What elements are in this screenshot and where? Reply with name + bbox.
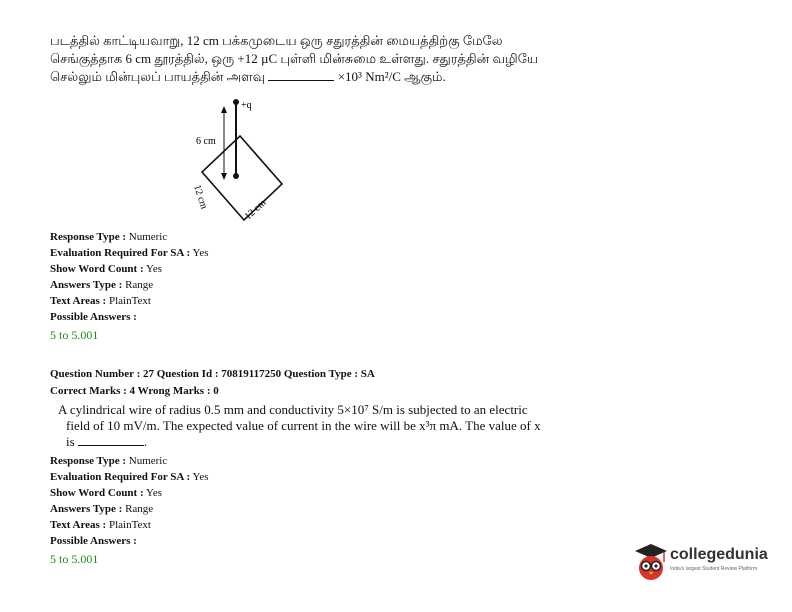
word-count-value: Yes — [145, 487, 162, 499]
text-areas-row — [50, 293, 209, 309]
word-count-row — [50, 485, 209, 501]
text-areas-label: Text Areas : — [50, 519, 107, 531]
answers-type-label: Answers Type : — [50, 503, 123, 515]
evaluation-label: Evaluation Required For SA : — [50, 471, 191, 483]
response-type-label: Response Type : — [50, 231, 126, 243]
logo-wordmark: collegedunia — [670, 546, 768, 563]
tamil-question-line-3-pre: செல்லும் மின்புலப் பாயத்தின் அளவு — [50, 69, 266, 84]
question-27-header — [50, 366, 375, 400]
collegedunia-logo — [634, 540, 774, 586]
text-areas-value: PlainText — [108, 519, 151, 531]
possible-answers-value: 5 to 5.001 — [50, 552, 99, 566]
square-center-point — [233, 173, 239, 179]
question-27-line-3-text: is — [66, 434, 75, 449]
height-label: 6 cm — [196, 136, 216, 147]
tamil-question-line-1: படத்தில் காட்டியவாறு, 12 cm பக்கமுடைய ஒரு சதுரத்தின் மையத்திற்கு மேலே — [50, 33, 503, 48]
square-outline — [202, 136, 282, 223]
response-type-row — [50, 453, 209, 469]
evaluation-value: Yes — [192, 247, 209, 259]
tamil-question-line-2: செங்குத்தாக 6 cm தூரத்தில், ஒரு +12 µC புள்ளி மின்சுமை உள்ளது. சதுரத்தின் வழியே — [50, 51, 539, 66]
answer-blank — [268, 70, 334, 81]
charge-label: +q — [241, 100, 252, 111]
text-areas-label: Text Areas : — [50, 295, 107, 307]
tamil-question-line-3-post: ×10³ Nm²/C ஆகும். — [337, 69, 446, 84]
word-count-label: Show Word Count : — [50, 487, 144, 499]
answers-type-label: Answers Type : — [50, 279, 123, 291]
evaluation-label: Evaluation Required For SA : — [50, 247, 191, 259]
response-type-value: Numeric — [128, 231, 168, 243]
tamil-question-text — [50, 32, 590, 86]
meta-block-1 — [50, 229, 209, 343]
question-27-line-3: is . — [66, 434, 148, 449]
word-count-row — [50, 261, 209, 277]
question-27-line-1: A cylindrical wire of radius 0.5 mm and conductivity 5×10⁷ S/m is subjected to an electric — [58, 402, 528, 417]
evaluation-row — [50, 469, 209, 485]
answers-type-value: Range — [125, 279, 154, 291]
text-areas-value: PlainText — [108, 295, 151, 307]
question-info-line: Question Number : 27 Question Id : 70819117250 Question Type : SA — [50, 368, 375, 380]
question-27-line-2: field of 10 mV/m. The expected value of current in the wire will be x³π mA. The value of x — [66, 418, 541, 433]
answers-type-row — [50, 501, 209, 517]
text-areas-row — [50, 517, 209, 533]
answers-type-row — [50, 277, 209, 293]
evaluation-row — [50, 245, 209, 261]
height-arrow-top-head — [221, 106, 227, 113]
possible-answers-row — [50, 309, 209, 325]
height-arrow-bottom-head — [221, 173, 227, 180]
possible-answers-label: Possible Answers : — [50, 311, 137, 323]
possible-answers-label: Possible Answers : — [50, 535, 137, 547]
response-type-value: Numeric — [128, 455, 168, 467]
side-label-right: 12 cm — [242, 197, 269, 223]
meta-block-2 — [50, 453, 209, 567]
evaluation-value: Yes — [192, 471, 209, 483]
point-charge — [233, 99, 239, 105]
question-27-text — [58, 402, 588, 450]
possible-answers-value: 5 to 5.001 — [50, 328, 99, 342]
answers-type-value: Range — [125, 503, 154, 515]
response-type-label: Response Type : — [50, 455, 126, 467]
square-charge-figure — [186, 96, 296, 226]
marks-line: Correct Marks : 4 Wrong Marks : 0 — [50, 385, 219, 397]
response-type-row — [50, 229, 209, 245]
word-count-value: Yes — [145, 263, 162, 275]
tamil-question-line-3 — [50, 68, 590, 86]
logo-tagline: India's largest Student Review Platform — [670, 566, 758, 572]
word-count-label: Show Word Count : — [50, 263, 144, 275]
possible-answers-row — [50, 533, 209, 549]
answer-blank-2 — [78, 435, 144, 446]
graduate-owl-icon — [634, 542, 668, 582]
side-label-left: 12 cm — [191, 183, 210, 211]
